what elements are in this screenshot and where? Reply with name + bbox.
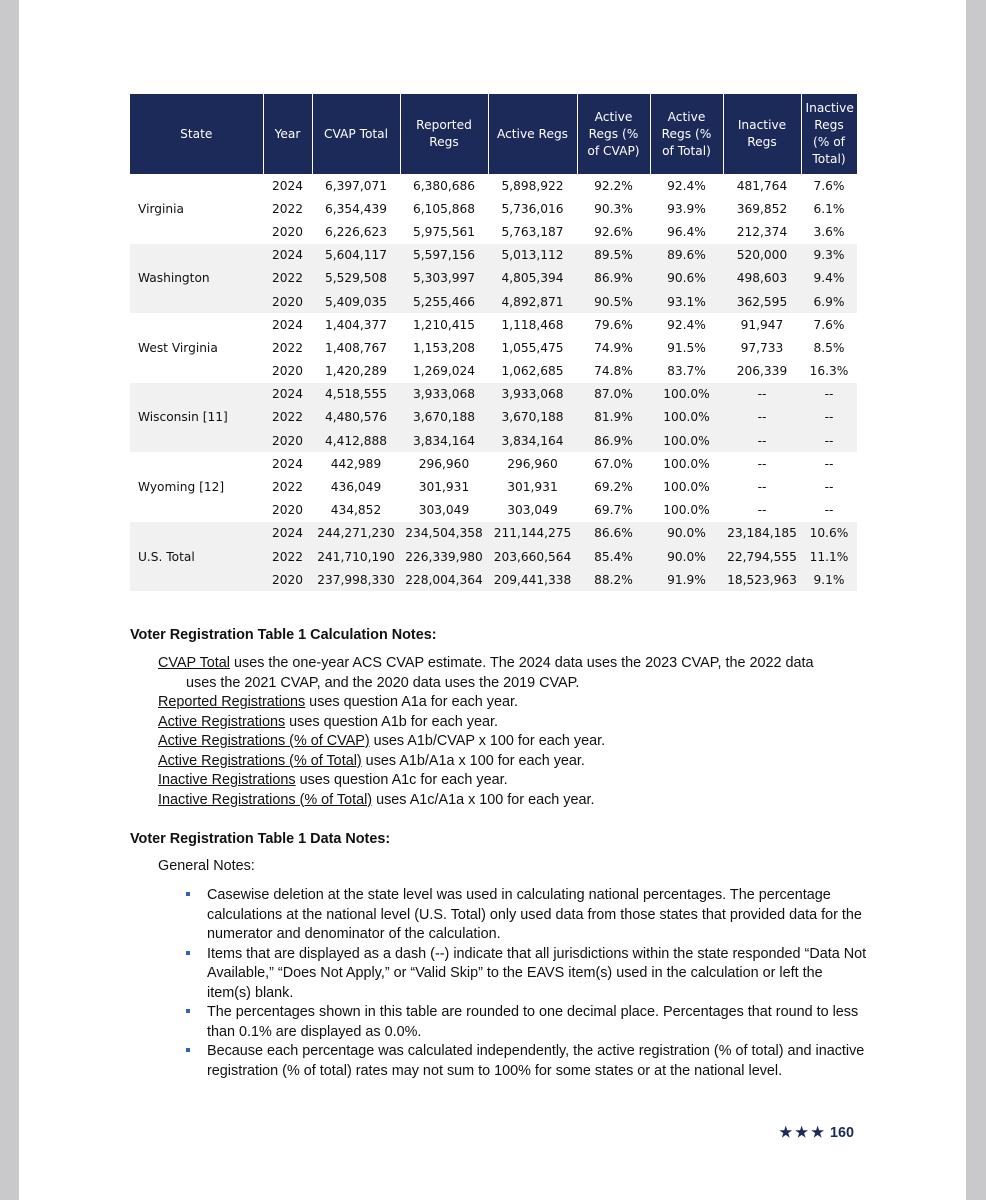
table-header-row <box>130 94 857 174</box>
table-cell: 91,947 <box>740 317 784 332</box>
state-name-cell: Wisconsin [11] <box>130 406 263 429</box>
table-cell: 212,374 <box>736 224 788 239</box>
table-cell: 2020 <box>263 290 312 313</box>
table-cell: 5,597,156 <box>400 244 488 267</box>
star-icon: ★★★ <box>779 1125 827 1141</box>
state-cell <box>130 568 263 591</box>
table-cell: 3,933,068 <box>488 383 577 406</box>
table-cell: 1,118,468 <box>501 317 564 332</box>
table-cell: 88.2% <box>577 568 650 591</box>
data-note-item <box>158 1042 870 1081</box>
table-cell: 86.6% <box>577 522 650 545</box>
table-cell: 442,989 <box>330 456 382 471</box>
calc-notes-list <box>158 654 870 810</box>
table-cell: 2024 <box>271 178 304 193</box>
state-cell <box>130 522 263 545</box>
table-cell: 3,834,164 <box>488 429 577 452</box>
table-cell: 481,764 <box>736 178 788 193</box>
table-cell: 97,733 <box>740 340 784 355</box>
table-cell: -- <box>757 456 767 471</box>
table-cell: 2024 <box>271 456 304 471</box>
table-cell: 498,603 <box>723 267 801 290</box>
table-body <box>130 174 857 591</box>
table-cell: 100.0% <box>650 383 723 406</box>
table-row <box>130 267 857 290</box>
table-cell: 87.0% <box>577 383 650 406</box>
table-cell: 237,998,330 <box>312 568 400 591</box>
state-cell <box>130 220 263 243</box>
state-cell <box>130 290 263 313</box>
table-cell: -- <box>757 480 767 495</box>
table-cell: 206,339 <box>736 364 788 379</box>
table-cell: 11.1% <box>801 545 857 568</box>
table-cell: 2020 <box>271 503 304 518</box>
calc-note-term: Inactive Registrations (% of Total) <box>158 791 373 808</box>
table-cell: 93.9% <box>667 201 706 216</box>
bullet-icon <box>186 1009 190 1013</box>
table-cell: 6.9% <box>801 290 857 313</box>
table-cell: 2022 <box>263 267 312 290</box>
state-cell <box>130 452 263 475</box>
calc-note-term: CVAP Total <box>158 655 230 671</box>
calc-note-text: uses A1b/A1a x 100 for each year. <box>361 752 585 769</box>
data-note-item <box>158 886 870 945</box>
table-cell: 228,004,364 <box>400 568 488 591</box>
calc-note-text: uses question A1a for each year. <box>305 694 518 710</box>
table-cell: 6,397,071 <box>324 178 388 193</box>
header-inactive-pct-total: Inactive Regs (% of Total) <box>801 94 857 174</box>
calc-note-active-pct-cvap <box>158 732 870 752</box>
table-cell: 2022 <box>271 201 304 216</box>
table-cell: 2022 <box>271 480 304 495</box>
table-row <box>130 406 857 429</box>
state-cell <box>130 499 263 522</box>
table-cell: 1,210,415 <box>412 317 476 332</box>
table-row <box>130 220 857 243</box>
calc-note-inactive-pct-total <box>158 791 870 811</box>
data-note-text: The percentages shown in this table are rounded to one decimal place. Percentages that round to less than 0.1% are displayed as 0.0%. <box>207 1004 859 1040</box>
voter-registration-table <box>130 94 858 591</box>
table-cell: 90.0% <box>650 522 723 545</box>
calc-note-text: uses question A1b for each year. <box>285 713 498 730</box>
calc-note-active-regs <box>158 713 870 733</box>
table-cell: 86.9% <box>577 429 650 452</box>
state-name-cell: U.S. Total <box>130 545 263 568</box>
table-cell: 22,794,555 <box>723 545 801 568</box>
table-cell: 74.8% <box>594 364 633 379</box>
table-cell: 74.9% <box>594 340 633 355</box>
state-cell <box>130 313 263 336</box>
data-note-text: Casewise deletion at the state level was used in calculating national percentages. The percentage calculations at the national level (U.S. Total) only used data from those states that provided data for the numerator and denominator of the calculation. <box>207 887 862 942</box>
general-notes-label: General Notes: <box>158 858 255 874</box>
table-cell: 303,049 <box>507 503 558 518</box>
table-cell: 303,049 <box>418 503 470 518</box>
state-cell <box>130 174 263 197</box>
state-name-cell: Virginia <box>138 201 184 216</box>
table-cell: 4,412,888 <box>312 429 400 452</box>
table-cell: -- <box>824 480 834 495</box>
header-active-pct-total: Active Regs (% of Total) <box>650 94 723 174</box>
table-cell: 203,660,564 <box>488 545 577 568</box>
bullet-icon <box>186 951 190 955</box>
table-cell: 89.5% <box>577 244 650 267</box>
header-inactive-regs: Inactive Regs <box>723 94 801 174</box>
table-cell: 6,354,439 <box>324 201 388 216</box>
table-cell: -- <box>723 429 801 452</box>
table-cell: 1,420,289 <box>324 364 388 379</box>
data-note-item <box>158 945 870 1004</box>
calc-note-cvap-continued: uses the 2021 CVAP, and the 2020 data uses the 2019 CVAP. <box>186 674 580 691</box>
table-cell: 2020 <box>271 224 304 239</box>
table-cell: 5,898,922 <box>501 178 564 193</box>
table-cell: 91.9% <box>650 568 723 591</box>
table-cell: 3,834,164 <box>400 429 488 452</box>
page-number: 160 <box>829 1125 854 1141</box>
calc-note-text: uses the one-year ACS CVAP estimate. The 2024 data uses the 2023 CVAP, the 2022 data <box>230 655 814 671</box>
table-cell: 244,271,230 <box>312 522 400 545</box>
header-active-pct-cvap: Active Regs (% of CVAP) <box>577 94 650 174</box>
table-cell: 7.6% <box>813 317 845 332</box>
table-row <box>130 174 857 197</box>
table-cell: 296,960 <box>507 456 558 471</box>
table-row <box>130 244 857 267</box>
table-cell: 1,062,685 <box>501 364 564 379</box>
table-cell: 436,049 <box>330 480 382 495</box>
table-cell: 226,339,980 <box>400 545 488 568</box>
table-cell: 90.3% <box>594 201 633 216</box>
table-cell: 1,055,475 <box>501 340 564 355</box>
table-cell: -- <box>801 383 857 406</box>
state-cell <box>130 244 263 267</box>
table-cell: 5,409,035 <box>312 290 400 313</box>
state-cell <box>130 360 263 383</box>
table-cell: 9.3% <box>801 244 857 267</box>
table-cell: 362,595 <box>723 290 801 313</box>
table-row <box>130 290 857 313</box>
table-cell: 3,670,188 <box>488 406 577 429</box>
table-cell: 296,960 <box>418 456 470 471</box>
table-cell: 5,529,508 <box>312 267 400 290</box>
table-cell: 1,404,377 <box>324 317 388 332</box>
state-cell <box>130 429 263 452</box>
table-row <box>130 499 857 522</box>
table-cell: -- <box>824 456 834 471</box>
table-cell: 211,144,275 <box>488 522 577 545</box>
table-cell: 69.7% <box>594 503 633 518</box>
table-row <box>130 197 857 220</box>
calc-notes-heading: Voter Registration Table 1 Calculation Notes: <box>130 627 437 643</box>
calc-note-term: Active Registrations <box>158 713 286 730</box>
table-cell: 6,380,686 <box>412 178 476 193</box>
header-cvap-total: CVAP Total <box>312 94 400 174</box>
table-cell: 2024 <box>263 522 312 545</box>
table-cell: 2020 <box>263 568 312 591</box>
table-cell: 4,805,394 <box>488 267 577 290</box>
table-cell: 6.1% <box>813 201 845 216</box>
table-cell: 7.6% <box>813 178 845 193</box>
table-cell: 2020 <box>263 429 312 452</box>
table-cell: 83.7% <box>667 364 706 379</box>
table-cell: 9.1% <box>801 568 857 591</box>
table-cell: 9.4% <box>801 267 857 290</box>
state-name-cell: Wyoming [12] <box>138 480 225 495</box>
table-cell: -- <box>824 503 834 518</box>
table-cell: 369,852 <box>736 201 788 216</box>
data-notes-heading: Voter Registration Table 1 Data Notes: <box>130 831 391 847</box>
table-cell: 6,226,623 <box>324 224 388 239</box>
data-notes-bullets <box>158 886 870 1081</box>
table-cell: 3,933,068 <box>400 383 488 406</box>
state-cell <box>130 383 263 406</box>
table-cell: 2022 <box>271 340 304 355</box>
table-row <box>130 313 857 336</box>
table-cell: 67.0% <box>594 456 633 471</box>
table-cell: 2024 <box>263 244 312 267</box>
table-cell: 3,670,188 <box>400 406 488 429</box>
table-cell: 5,975,561 <box>412 224 476 239</box>
table-row <box>130 383 857 406</box>
calc-note-term: Active Registrations (% of CVAP) <box>158 733 370 749</box>
table-cell: 69.2% <box>594 480 633 495</box>
table-cell: 100.0% <box>663 480 710 495</box>
calc-note-inactive-regs <box>158 771 870 791</box>
table-cell: 16.3% <box>809 364 849 379</box>
bullet-icon <box>186 892 190 896</box>
table-cell: 1,408,767 <box>324 340 388 355</box>
table-cell: 5,255,466 <box>400 290 488 313</box>
table-cell: 86.9% <box>577 267 650 290</box>
table-cell: 209,441,338 <box>488 568 577 591</box>
table-row <box>130 475 857 498</box>
table-row <box>130 336 857 359</box>
header-year: Year <box>263 94 312 174</box>
table-cell: 85.4% <box>577 545 650 568</box>
header-reported-regs: Reported Regs <box>400 94 488 174</box>
data-note-item <box>158 1003 870 1042</box>
table-cell: 79.6% <box>594 317 633 332</box>
table-row <box>130 545 857 568</box>
table-row <box>130 452 857 475</box>
table-cell: 92.6% <box>594 224 633 239</box>
table-cell: 4,480,576 <box>312 406 400 429</box>
table-cell: -- <box>723 383 801 406</box>
table-row <box>130 568 857 591</box>
header-state: State <box>130 94 263 174</box>
calc-note-text: uses question A1c for each year. <box>295 772 508 788</box>
table-cell: 234,504,358 <box>400 522 488 545</box>
table-cell: 18,523,963 <box>723 568 801 591</box>
table-cell: 434,852 <box>330 503 382 518</box>
voter-registration-table-wrapper <box>130 94 857 591</box>
table-cell: 1,269,024 <box>412 364 476 379</box>
notes-section <box>130 624 870 1081</box>
data-note-text: Items that are displayed as a dash (--) indicate that all jurisdictions within the state responded “Data Not Available,” “Does Not Apply,” or “Valid Skip” to the EAVS item(s) used in the calculation or left the item(s) blank. <box>207 945 867 1001</box>
table-cell: 92.4% <box>667 178 706 193</box>
table-cell: 92.2% <box>594 178 633 193</box>
table-row <box>130 360 857 383</box>
table-cell: 100.0% <box>650 429 723 452</box>
table-cell: -- <box>801 429 857 452</box>
table-cell: -- <box>757 503 767 518</box>
document-page <box>19 0 966 1200</box>
table-cell: 100.0% <box>650 406 723 429</box>
table-cell: 89.6% <box>650 244 723 267</box>
table-cell: 90.6% <box>650 267 723 290</box>
table-cell: 6,105,868 <box>412 201 476 216</box>
calc-note-reported-regs <box>158 693 870 713</box>
table-cell: 2024 <box>263 383 312 406</box>
table-cell: 301,931 <box>507 480 558 495</box>
table-cell: 2022 <box>263 406 312 429</box>
table-cell: 100.0% <box>663 456 710 471</box>
table-cell: 301,931 <box>418 480 470 495</box>
table-cell: -- <box>723 406 801 429</box>
table-cell: -- <box>801 406 857 429</box>
table-cell: 5,303,997 <box>400 267 488 290</box>
calc-note-cvap <box>158 654 870 674</box>
table-cell: 4,892,871 <box>488 290 577 313</box>
state-name-cell: West Virginia <box>138 340 218 355</box>
state-name-cell: Washington <box>130 267 263 290</box>
table-cell: 2020 <box>271 364 304 379</box>
table-cell: 2022 <box>263 545 312 568</box>
table-cell: 96.4% <box>667 224 706 239</box>
table-cell: 5,736,016 <box>501 201 564 216</box>
table-cell: 2024 <box>271 317 304 332</box>
calc-note-term: Active Registrations (% of Total) <box>158 752 362 769</box>
table-cell: 10.6% <box>801 522 857 545</box>
calc-note-active-pct-total <box>158 752 870 772</box>
table-cell: 4,518,555 <box>312 383 400 406</box>
header-active-regs: Active Regs <box>488 94 577 174</box>
table-cell: 23,184,185 <box>723 522 801 545</box>
calc-note-term: Reported Registrations <box>158 694 306 710</box>
table-cell: 3.6% <box>813 224 845 239</box>
page-footer <box>779 1125 854 1141</box>
table-cell: 81.9% <box>577 406 650 429</box>
table-cell: 90.0% <box>650 545 723 568</box>
table-cell: 5,604,117 <box>312 244 400 267</box>
table-cell: 90.5% <box>577 290 650 313</box>
calc-note-text: uses A1c/A1a x 100 for each year. <box>372 791 595 808</box>
calc-note-text: uses A1b/CVAP x 100 for each year. <box>369 733 606 749</box>
table-cell: 91.5% <box>667 340 706 355</box>
table-cell: 520,000 <box>723 244 801 267</box>
table-row <box>130 522 857 545</box>
bullet-icon <box>186 1048 190 1052</box>
table-cell: 1,153,208 <box>412 340 476 355</box>
data-note-text: Because each percentage was calculated independently, the active registration (% of total) and inactive registration (% of total) rates may not sum to 100% for some states or at the national level. <box>207 1043 865 1079</box>
table-cell: 8.5% <box>813 340 845 355</box>
table-cell: 5,763,187 <box>501 224 564 239</box>
table-cell: 241,710,190 <box>312 545 400 568</box>
calc-note-term: Inactive Registrations <box>158 772 296 788</box>
table-row <box>130 429 857 452</box>
table-cell: 93.1% <box>650 290 723 313</box>
table-cell: 92.4% <box>667 317 706 332</box>
table-cell: 100.0% <box>663 503 710 518</box>
table-cell: 5,013,112 <box>488 244 577 267</box>
